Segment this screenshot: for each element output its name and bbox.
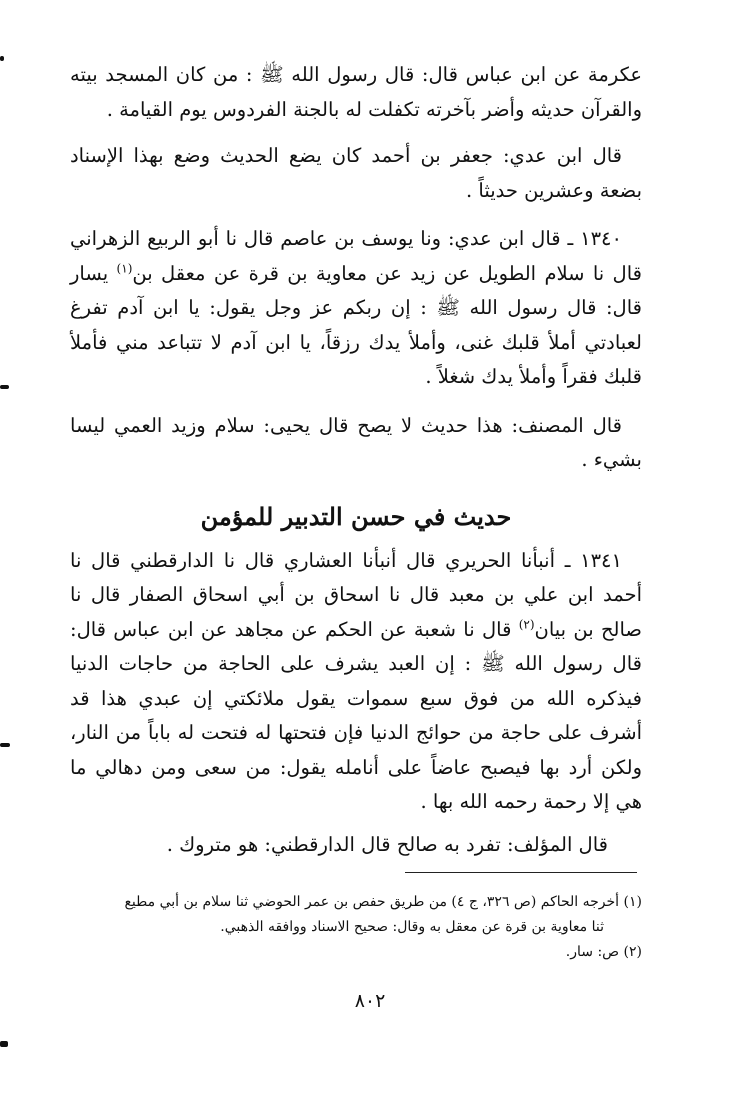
paragraph-hadith-1340 [70,222,642,395]
hadith-1341-text-end: قال نا شعبة عن الحكم عن مجاهد عن ابن عباس قال: قال رسول الله ﷺ : إن العبد يشرف على الحاجة من حاجات الدنيا فيذكره الله من فوق سبع سموات يقول ملائكتي إن عبدي هذا قد أشرف على حاجة من حوائج الدنيا فإن فتحتها له فتحت له باباً من النار، ولكن أرد بها فيصبح عاضاً على أنامله يقول: من سعى ومن دهالي ما هي إلا رحمة رحمه الله بها . [70,617,642,813]
footnote-separator [405,872,637,873]
hadith-1341-text-start: ١٣٤١ ـ أنبأنا الحريري قال أنبأنا العشاري قال نا الدارقطني قال نا أحمد ابن علي بن معبد قال نا اسحاق بن أبي اسحاق الصفار قال نا صالح بن بيان [70,548,642,641]
section-heading: حديث في حسن التدبير للمؤمن [200,501,512,531]
page-body [70,58,642,862]
footnotes [80,890,642,965]
paragraph-ibn-adi-comment: قال ابن عدي: جعفر بن أحمد كان يضع الحديث وضع بهذا الإسناد بضعة وعشرين حديثاً . [70,144,642,202]
hadith-1340-text-end: يسار قال: قال رسول الله ﷺ : إن ربكم عز وجل يقول: يا ابن آدم تفرغ لعبادتي أملأ قلبك غنى، وأملأ يدك رزقاً، يا ابن آدم لا تتباعد مني فأملأ قلبك فقراً وأملأ يدك شغلاً . [70,261,642,388]
paragraph-hadith-1341 [70,544,642,820]
page-number: ٨٠٢ [354,990,386,1012]
paragraph-author-comment: قال المصنف: هذا حديث لا يصح قال يحيى: سلام وزيد العمي ليسا بشيء . [70,413,642,471]
scan-edge-mark [0,385,9,389]
paragraph-ikrimah: عكرمة عن ابن عباس قال: قال رسول الله ﷺ : من كان المسجد بيته والقرآن حديثه وأضر بآخرته تكفلت له بالجنة الفردوس يوم القيامة . [70,63,642,121]
scan-edge-mark [0,56,4,61]
footnote-2: (٢) ص: سار. [565,944,642,960]
footnote-ref-1: (١) [116,261,133,275]
scan-edge-mark [0,743,10,747]
footnote-1-continuation: ثنا معاوية بن قرة عن معقل به وقال: صحيح الاسناد ووافقه الذهبي. [220,919,604,935]
footnote-1: (١) أخرجه الحاكم (ص ٣٢٦، ج ٤) من طريق حفص بن عمر الحوضي ثنا سلام بن أبي مطيع [124,894,642,910]
footnote-ref-2: (٢) [518,617,535,631]
scan-edge-mark [0,1041,8,1047]
paragraph-compiler-comment: قال المؤلف: تفرد به صالح قال الدارقطني: هو متروك . [166,832,608,856]
hadith-1340-text-start: ١٣٤٠ ـ قال ابن عدي: ونا يوسف بن عاصم قال نا أبو الربيع الزهراني قال نا سلام الطويل عن زيد عن معاوية بن قرة عن معقل بن [70,227,642,285]
